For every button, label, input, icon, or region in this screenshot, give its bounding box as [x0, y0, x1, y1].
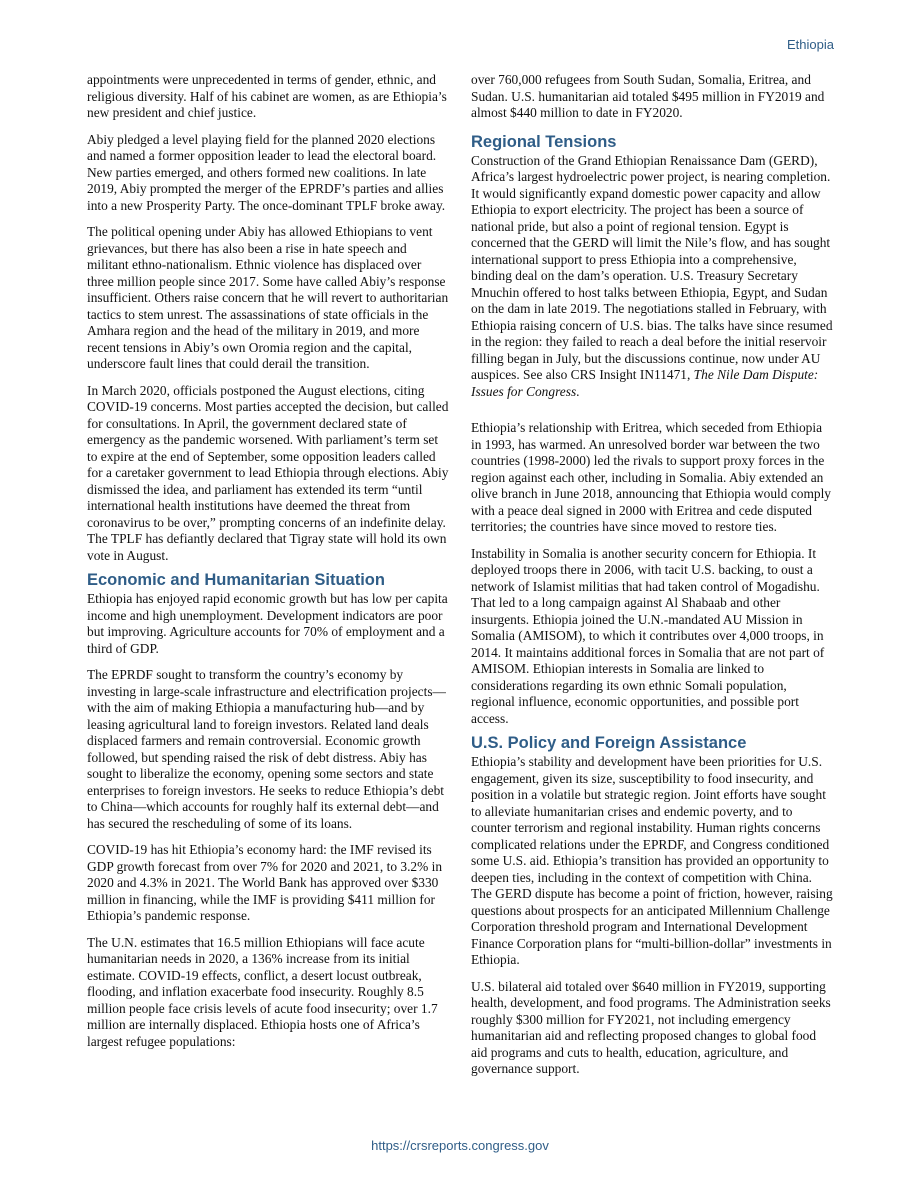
paragraph: over 760,000 refugees from South Sudan, Somalia, Eritrea, and Sudan. U.S. humanitarian aid totaled $495 million in FY2019 and almost $440 million to date in FY2020.: [471, 72, 825, 120]
running-head: Ethiopia: [787, 37, 834, 52]
section-heading-economic: Economic and Humanitarian Situation: [87, 571, 385, 589]
right-column: [471, 72, 833, 1088]
paragraph: The EPRDF sought to transform the country’s economy by investing in large-scale infrastructure and electrification projects—with the aim of making Ethiopia a manufacturing hub—and by leasing agricultural land to foreign investors. Related land deals displaced farmers and remain controversial. Economic growth followed, but spending raised the risk of debt distress. Abiy has sought to liberalize the economy, opening some sectors and state enterprises to foreign investors. He seeks to reduce Ethiopia’s debt to China—which accounts for roughly half its external debt—and has secured the rescheduling of some of its loans.: [87, 667, 446, 831]
paragraph: Ethiopia’s stability and development have been priorities for U.S. engagement, given its size, susceptibility to food insecurity, and position in a volatile but strategic region. Joint efforts have sought to alleviate humanitarian crises and endemic poverty, and to counter terrorism and regional instability. Human rights concerns complicated relations under the EPRDF, and Congress conditioned some U.S. aid. Ethiopia’s transition has provided an opportunity to deepen ties, including in the context of competition with China. The GERD dispute has become a point of friction, however, raising questions about prospects for an anticipated Millennium Challenge Corporation threshold program and International Development Finance Corporation plans for “multi-billion-dollar” investments in Ethiopia.: [471, 754, 833, 967]
report-title: The Nile Dam Dispute: Issues for Congress: [471, 367, 819, 399]
paragraph: Ethiopia has enjoyed rapid economic growth but has low per capita income and high unemployment. Development indicators are poor but improving. Agriculture accounts for 70% of employment and a third of GDP.: [87, 591, 448, 656]
footer-url[interactable]: https://crsreports.congress.gov: [371, 1138, 549, 1153]
section-heading-policy: U.S. Policy and Foreign Assistance: [471, 734, 747, 752]
paragraph-text: Construction of the Grand Ethiopian Renaissance Dam (GERD), Africa’s largest hydroelectric power project, is nearing completion. It would significantly expand domestic power capacity and allow Ethiopia to export electricity. The project has been a source of national pride, but also a point of regional tension. Egypt is concerned that the GERD will limit the Nile’s flow, and has sought international support to press Ethiopia into a comprehensive, binding deal on the dam’s operation. U.S. Treasury Secretary Mnuchin offered to host talks between Ethiopia, Egypt, and Sudan on the dam in late 2019. The negotiations stalled in February, with Ethiopia raising concern of U.S. bias. The talks have since resumed in the region: they failed to reach a deal before the initial reservoir filling began in July, but the discussions continue, now under AU auspices. See also CRS Insight IN11471,: [471, 152, 833, 382]
paragraph: Instability in Somalia is another security concern for Ethiopia. It deployed troops there in 2006, with tacit U.S. backing, to oust a network of Islamist militias that had taken control of Mogadishu. That led to a long campaign against Al Shabaab and other insurgents. Ethiopia joined the U.N.-mandated AU Mission in Somalia (AMISOM), to which it contributes over 4,000 troops, in 2014. It maintains additional forces in Somalia that are not part of AMISOM. Ethiopian interests in Somalia are linked to considerations regarding its own ethnic Somali population, regional influence, economic opportunities, and possible port access.: [471, 545, 825, 726]
left-column: [87, 72, 449, 1060]
paragraph: U.S. bilateral aid totaled over $640 million in FY2019, supporting health, development, and food programs. The Administration seeks roughly $300 million for FY2021, not including emergency humanitarian aid and reflecting proposed changes to global food aid programs and cuts to health, education, agriculture, and governance support.: [471, 978, 831, 1076]
paragraph: In March 2020, officials postponed the August elections, citing COVID-19 concerns. Most parties accepted the decision, but called for consultations. In April, the government declared state of emergency as the pandemic worsened. With parliament’s term set to expire at the end of September, some opposition leaders called for a caretaker government to lead Ethiopia through elections. Abiy dismissed the idea, and parliament has extended its term “until international health institutions have deemed the threat from coronavirus to be over,” prompting concerns of an indefinite delay. The TPLF has defiantly declared that Tigray state will hold its own vote in August.: [87, 382, 449, 563]
paragraph-text: .: [576, 383, 580, 399]
paragraph: appointments were unprecedented in terms of gender, ethnic, and religious diversity. Half of his cabinet are women, as are Ethiopia’s new president and chief justice.: [87, 72, 447, 120]
paragraph: COVID-19 has hit Ethiopia’s economy hard: the IMF revised its GDP growth forecast from over 7% for 2020 and 2021, to 3.2% in 2020 and 4.3% in 2021. The World Bank has approved over $330 million in financing, while the IMF is providing $411 million for Ethiopia’s pandemic response.: [87, 842, 443, 923]
paragraph: The political opening under Abiy has allowed Ethiopians to vent grievances, but there has also been a rise in hate speech and militant ethno-nationalism. Ethnic violence has displaced over three million people since 2017. Some have called Abiy’s response insufficient. Others raise concern that he will revert to authoritarian tactics to stem unrest. The assassinations of state officials in the Amhara region and the head of the military in 2019, and more recent tensions in Abiy’s own Oromia region and the capital, underscore fault lines that could derail the transition.: [87, 224, 449, 371]
paragraph: Ethiopia’s relationship with Eritrea, which seceded from Ethiopia in 1993, has warmed. An unresolved border war between the two countries (1998-2000) led the rivals to support proxy forces in the region against each other, including in Somalia. Abiy extended an olive branch in June 2018, announcing that Ethiopia would comply with a peace deal signed in 2000 with Eritrea and cede disputed territories; the countries have since moved to restore ties.: [471, 420, 831, 534]
section-heading-regional: Regional Tensions: [471, 132, 617, 151]
paragraph: [471, 153, 833, 401]
paragraph: The U.N. estimates that 16.5 million Ethiopians will face acute humanitarian needs in 2020, a 136% increase from its initial estimate. COVID-19 effects, conflict, a desert locust outbreak, flooding, and inflation exacerbate food insecurity. Roughly 8.5 million people face crisis levels of acute food insecurity; over 1.7 million are internally displaced. Ethiopia hosts one of Africa’s largest refugee populations:: [87, 934, 438, 1049]
paragraph: Abiy pledged a level playing field for the planned 2020 elections and named a former opposition leader to lead the electoral board. New parties emerged, and others formed new coalitions. In late 2019, Abiy prompted the merger of the EPRDF’s parties and allies into a new Prosperity Party. The once-dominant TPLF broke away.: [87, 131, 446, 213]
